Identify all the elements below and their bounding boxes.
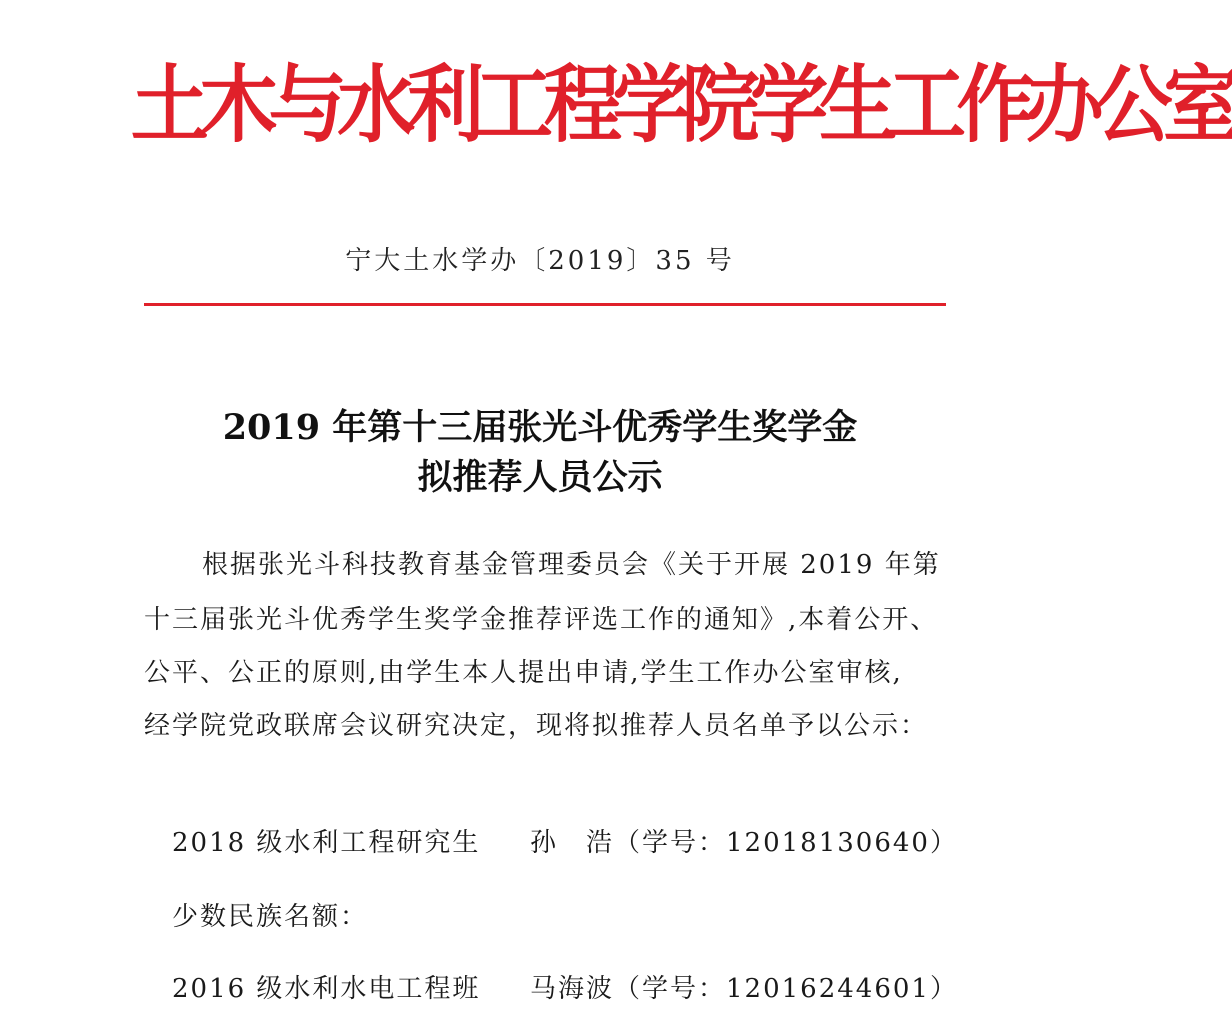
minority-quota-label: 少数民族名额：: [172, 902, 369, 932]
body-paragraph-line: 十三届张光斗优秀学生奖学金推荐评选工作的通知》,本着公开、: [144, 605, 939, 635]
notice-title-line-1: 2019 年第十三届张光斗优秀学生奖学金: [222, 407, 858, 448]
nominee-name-id: 孙 浩（学号：12018130640）: [530, 828, 958, 858]
notice-title-line-2: 拟推荐人员公示: [417, 457, 663, 498]
document-number: 宁大土水学办〔2019〕35 号: [345, 246, 735, 276]
nominee-class: 2016 级水利水电工程班: [172, 974, 481, 1004]
body-paragraph-line: 根据张光斗科技教育基金管理委员会《关于开展 2019 年第: [202, 550, 941, 580]
body-paragraph-line: 公平、公正的原则,由学生本人提出申请,学生工作办公室审核,: [144, 658, 903, 688]
nominee-name-id: 马海波（学号：12016244601）: [530, 974, 958, 1004]
body-paragraph-line: 经学院党政联席会议研究决定，现将拟推荐人员名单予以公示：: [144, 711, 929, 741]
red-divider-line: [144, 303, 946, 306]
nominee-class: 2018 级水利工程研究生: [172, 828, 481, 858]
office-masthead: 土木与水利工程学院学生工作办公室: [130, 56, 1232, 154]
